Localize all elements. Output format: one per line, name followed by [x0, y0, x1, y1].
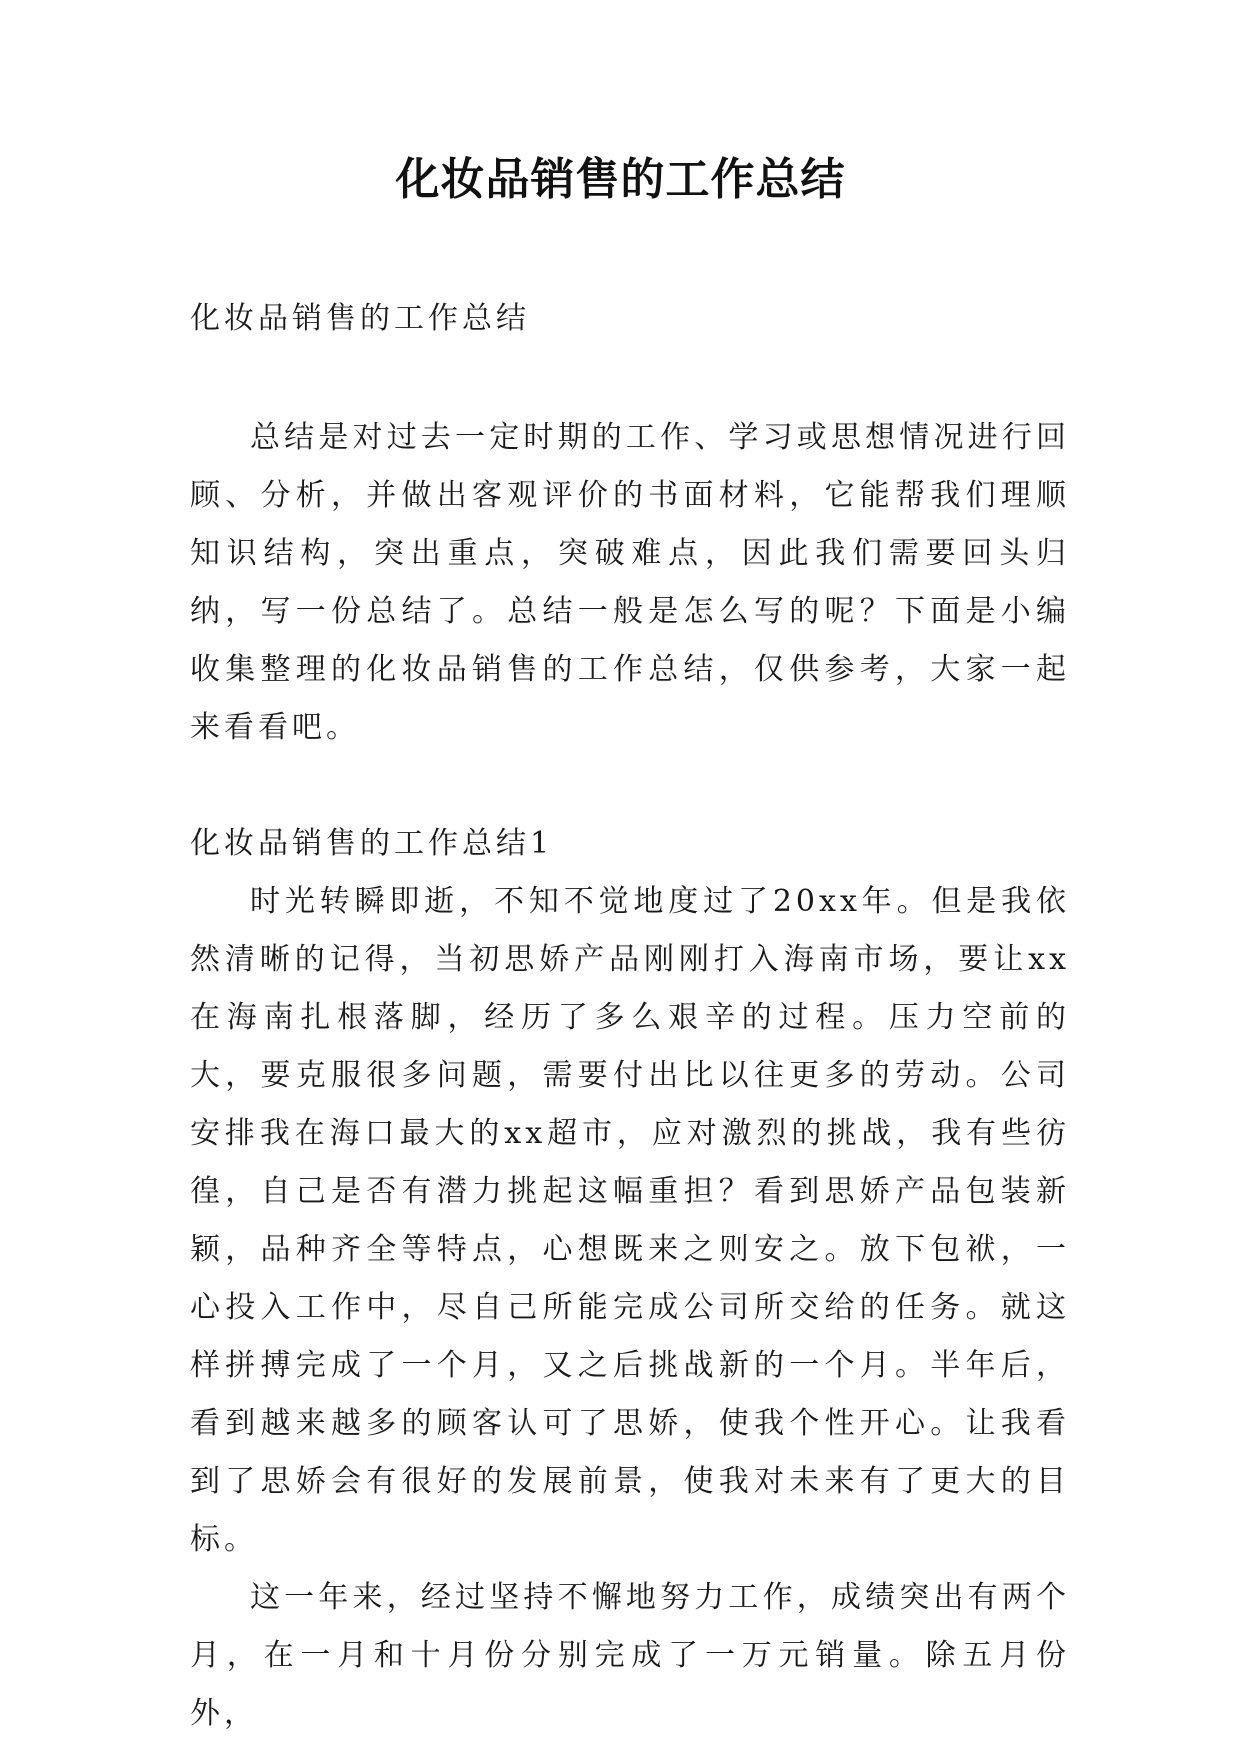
document-subtitle: 化妆品销售的工作总结 — [190, 301, 530, 336]
document-title: 化妆品销售的工作总结 — [395, 154, 846, 205]
body-paragraph: 这一年来，经过坚持不懈地努力工作，成绩突出有两个月，在一月和十月份分别完成了一万元销量。除五月份外， — [190, 1580, 1070, 1731]
intro-paragraph: 总结是对过去一定时期的工作、学习或思想情况进行回顾、分析，并做出客观评价的书面材料，它能帮我们理顺知识结构，突出重点，突破难点，因此我们需要回头归纳，写一份总结了。总结一般是怎么写的呢？下面是小编收集整理的化妆品销售的工作总结，仅供参考，大家一起来看看吧。 — [190, 420, 1070, 745]
body-paragraph: 时光转瞬即逝，不知不觉地度过了20xx年。但是我依然清晰的记得，当初思娇产品刚刚打入海南市场，要让xx在海南扎根落脚，经历了多么艰辛的过程。压力空前的大，要克服很多问题，需要付出比以往更多的劳动。公司安排我在海口最大的xx超市，应对激烈的挑战，我有些彷徨，自己是否有潜力挑起这幅重担？看到思娇产品包装新颖，品种齐全等特点，心想既来之则安之。放下包袱，一心投入工作中，尽自己所能完成公司所交给的任务。就这样拼搏完成了一个月，又之后挑战新的一个月。半年后，看到越来越多的顾客认可了思娇，使我个性开心。让我看到了思娇会有很好的发展前景，使我对未来有了更大的目标。 — [190, 884, 1070, 1557]
document-body — [190, 290, 1070, 1743]
section-heading: 化妆品销售的工作总结1 — [190, 826, 554, 861]
